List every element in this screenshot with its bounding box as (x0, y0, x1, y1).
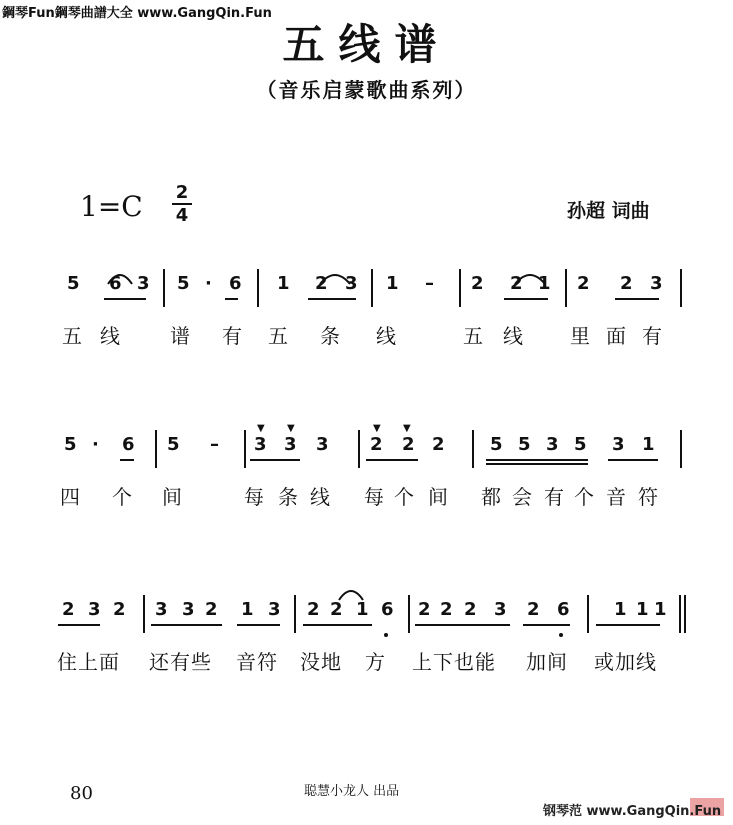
note: 1 (277, 273, 290, 294)
note: 3 (155, 599, 168, 620)
slur (320, 275, 350, 284)
note: · (92, 434, 99, 455)
lyric-word: 会 (512, 485, 533, 509)
series-subtitle: （音乐启蒙歌曲系列） (256, 78, 477, 102)
note: 3 (494, 599, 507, 620)
time-signature-bottom: 4 (175, 205, 189, 226)
producer-credit: 聪慧小龙人 出品 (304, 784, 400, 799)
note: 3 (546, 434, 559, 455)
lyric-word: 里 (570, 324, 591, 348)
note: 6 (381, 599, 394, 620)
lyric-word: 每 (244, 485, 265, 509)
lyric-word: 五 (463, 324, 484, 348)
lyric-word: 间 (162, 485, 183, 509)
key-signature: 1=C (80, 190, 143, 223)
note: 2 (620, 273, 633, 294)
note: 2 (370, 434, 383, 455)
lyric-word: 四 (60, 485, 81, 509)
slur (339, 591, 363, 600)
lyric-word: 方 (365, 650, 386, 674)
lyric-word: 条 (278, 485, 299, 509)
note: 3 (254, 434, 267, 455)
note: 2 (330, 599, 343, 620)
lyric-word: 间 (428, 485, 449, 509)
lyric-word: 音 (606, 485, 627, 509)
note: 5 (67, 273, 80, 294)
lyric-word: 每 (364, 485, 385, 509)
lyric-word: 个 (112, 485, 133, 509)
lyric-word: 五 (62, 324, 83, 348)
note: 6 (109, 273, 122, 294)
lyric-word: 条 (320, 324, 341, 348)
lyric-word: 上下也能 (412, 650, 496, 674)
lyric-word: 符 (638, 485, 659, 509)
note: 2 (577, 273, 590, 294)
note: 3 (284, 434, 297, 455)
note: 1 (614, 599, 627, 620)
note: 5 (518, 434, 531, 455)
lyric-word: 线 (310, 485, 331, 509)
note: 2 (471, 273, 484, 294)
slur (515, 275, 545, 284)
lyric-word: 还有些 (149, 650, 212, 674)
note: 1 (538, 273, 551, 294)
note: 2 (464, 599, 477, 620)
lyric-word: 都 (481, 485, 502, 509)
accent-mark: ▼ (257, 423, 265, 434)
composer-credit: 孙超 词曲 (567, 200, 650, 222)
site-watermark-bottom: 钢琴范 www.GangQin.Fun (543, 804, 722, 819)
note: 1 (654, 599, 667, 620)
note: 1 (241, 599, 254, 620)
note: 2 (113, 599, 126, 620)
note: 2 (62, 599, 75, 620)
note: 2 (527, 599, 540, 620)
lyric-word: 有 (544, 485, 565, 509)
note: 3 (612, 434, 625, 455)
note: 5 (177, 273, 190, 294)
note: – (210, 434, 219, 455)
lyric-word: 线 (376, 324, 397, 348)
note: 3 (137, 273, 150, 294)
note: 5 (574, 434, 587, 455)
lyric-word: 音符 (236, 650, 278, 674)
lyric-word: 个 (574, 485, 595, 509)
accent-mark: ▼ (287, 423, 295, 434)
note: 2 (402, 434, 415, 455)
accent-mark: ▼ (403, 423, 411, 434)
note: 5 (490, 434, 503, 455)
song-title: 五线谱 (282, 20, 451, 69)
site-watermark-top: 鋼琴Fun鋼琴曲譜大全 www.GangQin.Fun (2, 6, 272, 21)
time-signature-top: 2 (175, 182, 189, 203)
note: 3 (182, 599, 195, 620)
lyric-word: 没地 (300, 650, 342, 674)
note: 3 (650, 273, 663, 294)
note: 5 (64, 434, 77, 455)
lyric-word: 谱 (170, 324, 191, 348)
accent-mark: ▼ (373, 423, 381, 434)
note: 6 (557, 599, 570, 620)
note: · (205, 273, 212, 294)
note: 2 (418, 599, 431, 620)
note: 1 (386, 273, 399, 294)
note: 3 (88, 599, 101, 620)
note: 2 (432, 434, 445, 455)
note: 3 (345, 273, 358, 294)
note: 2 (315, 273, 328, 294)
note: 2 (205, 599, 218, 620)
slur (108, 275, 132, 284)
lyric-word: 线 (100, 324, 121, 348)
note: 3 (268, 599, 281, 620)
lyric-word: 五 (268, 324, 289, 348)
note: 2 (440, 599, 453, 620)
note: 1 (356, 599, 369, 620)
lyric-word: 加间 (526, 650, 568, 674)
note: 2 (307, 599, 320, 620)
lyric-word: 个 (394, 485, 415, 509)
lyric-word: 面 (606, 324, 627, 348)
note: 6 (122, 434, 135, 455)
lyric-word: 住上面 (57, 650, 120, 674)
lyric-word: 有 (642, 324, 663, 348)
note: 6 (229, 273, 242, 294)
note: 1 (642, 434, 655, 455)
lyric-word: 线 (503, 324, 524, 348)
note: 2 (510, 273, 523, 294)
note: – (425, 273, 434, 294)
note: 5 (167, 434, 180, 455)
page-number: 80 (70, 783, 93, 804)
note: 3 (316, 434, 329, 455)
lyric-word: 有 (222, 324, 243, 348)
note: 1 (636, 599, 649, 620)
lyric-word: 或加线 (594, 650, 657, 674)
